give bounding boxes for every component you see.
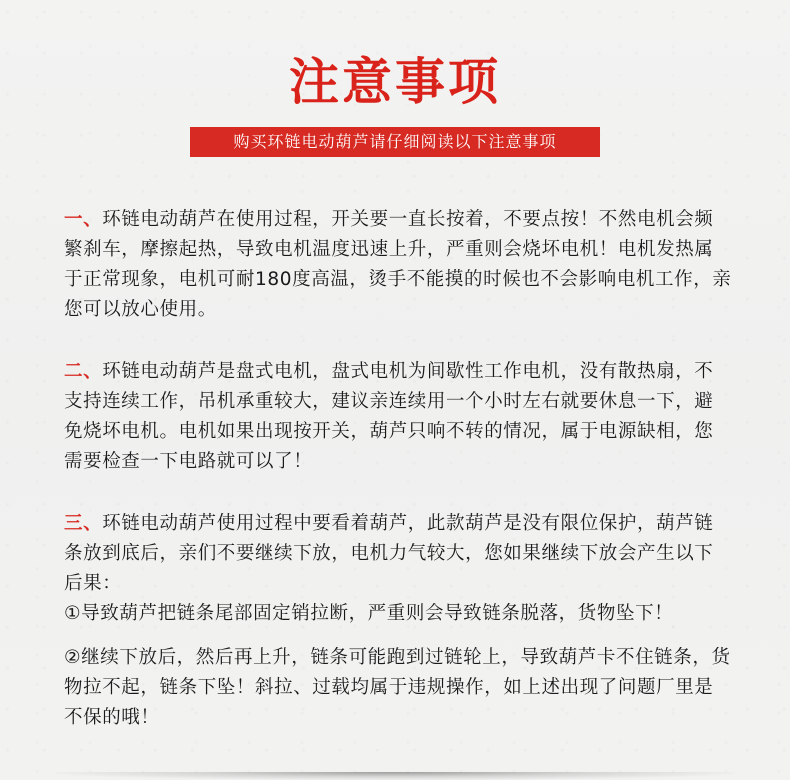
page-title: 注意事项 [289,53,501,111]
section-number: 三、 [64,513,103,534]
notice-section-1 [64,205,732,325]
notice-section-2 [64,357,732,477]
notice-content [64,205,732,733]
section-number: 二、 [64,361,103,382]
bottom-shadow-divider [55,772,735,780]
section-number: 一、 [64,209,103,230]
section-text: 环链电动葫芦在使用过程，开关要一直长按着，不要点按！不然电机会频繁刹车，摩擦起热，导致电机温度迅速上升，严重则会烧坏电机！电机发热属于正常现象，电机可耐180度高温，烫手不能摸的时候也不会影响电机工作，亲您可以放心使用。 [64,209,732,320]
subtitle-banner: 购买环链电动葫芦请仔细阅读以下注意事项 [190,127,600,157]
consequence-item-2: ②继续下放后，然后再上升，链条可能跑到过链轮上，导致葫芦卡不住链条，货物拉不起，链条下坠！斜拉、过载均属于违规操作，如上述出现了问题厂里是不保的哦！ [64,647,731,728]
consequence-item-1: ①导致葫芦把链条尾部固定销拉断，严重则会导致链条脱落，货物坠下！ [64,603,674,624]
section-text: 环链电动葫芦是盘式电机，盘式电机为间歇性工作电机，没有散热扇，不支持连续工作，吊机承重较大，建议亲连续用一个小时左右就要休息一下，避免烧坏电机。电机如果出现按开关，葫芦只响不转的情况，属于电源缺相，您需要检查一下电路就可以了！ [64,361,714,472]
notice-section-3 [64,509,732,599]
section-text: 环链电动葫芦使用过程中要看着葫芦，此款葫芦是没有限位保护，葫芦链条放到底后，亲们不要继续下放，电机力气较大，您如果继续下放会产生以下后果： [64,513,714,594]
